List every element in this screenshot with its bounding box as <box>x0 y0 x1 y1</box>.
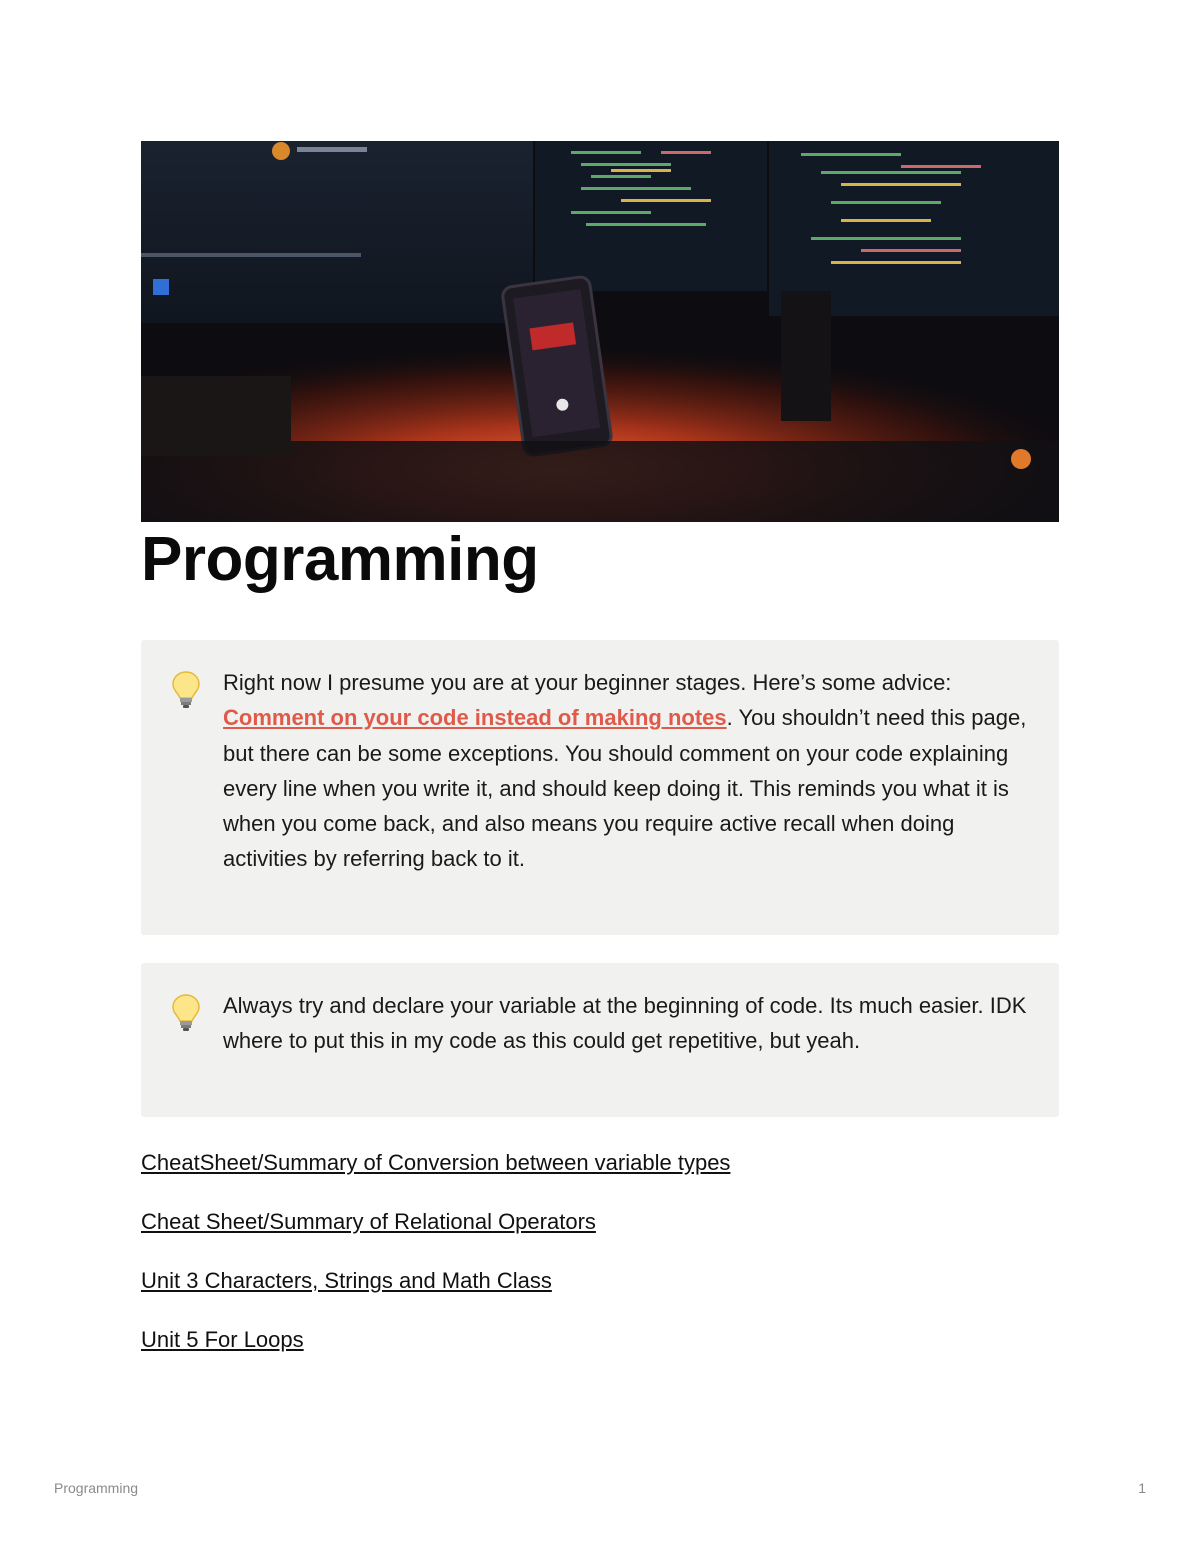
footer-title: Programming <box>54 1480 139 1496</box>
lightbulb-icon <box>171 670 201 710</box>
callout <box>141 963 1059 1117</box>
desk-setup-photo-icon <box>141 141 1059 522</box>
link-conversion-cheatsheet[interactable]: CheatSheet/Summary of Conversion between variable types <box>141 1150 731 1175</box>
lightbulb-icon <box>171 993 201 1033</box>
callout-text-after: . You shouldn’t need this page, but there can be some exceptions. You should comment on your code explaining every line when you write it, and should keep doing it. This reminds you what it is when you come back, and also means you require active recall when doing activities by referring back to it. <box>223 705 1027 872</box>
callout <box>141 640 1059 935</box>
comment-on-code-link[interactable]: Comment on your code instead of making notes <box>223 705 727 731</box>
callout-text <box>223 665 1035 877</box>
link-unit-5[interactable]: Unit 5 For Loops <box>141 1327 304 1352</box>
link-unit-3[interactable]: Unit 3 Characters, Strings and Math Class <box>141 1268 552 1293</box>
callout-text: Always try and declare your variable at the beginning of code. Its much easier. IDK where to put this in my code as this could get repetitive, but yeah. <box>223 993 1027 1054</box>
link-relational-operators[interactable]: Cheat Sheet/Summary of Relational Operators <box>141 1209 596 1234</box>
page-links <box>141 1147 730 1383</box>
callout-text-before: Right now I presume you are at your beginner stages. Here’s some advice: <box>223 670 952 695</box>
page-number: 1 <box>1138 1480 1146 1496</box>
cover-image <box>141 141 1059 522</box>
page-title: Programming <box>141 525 539 594</box>
